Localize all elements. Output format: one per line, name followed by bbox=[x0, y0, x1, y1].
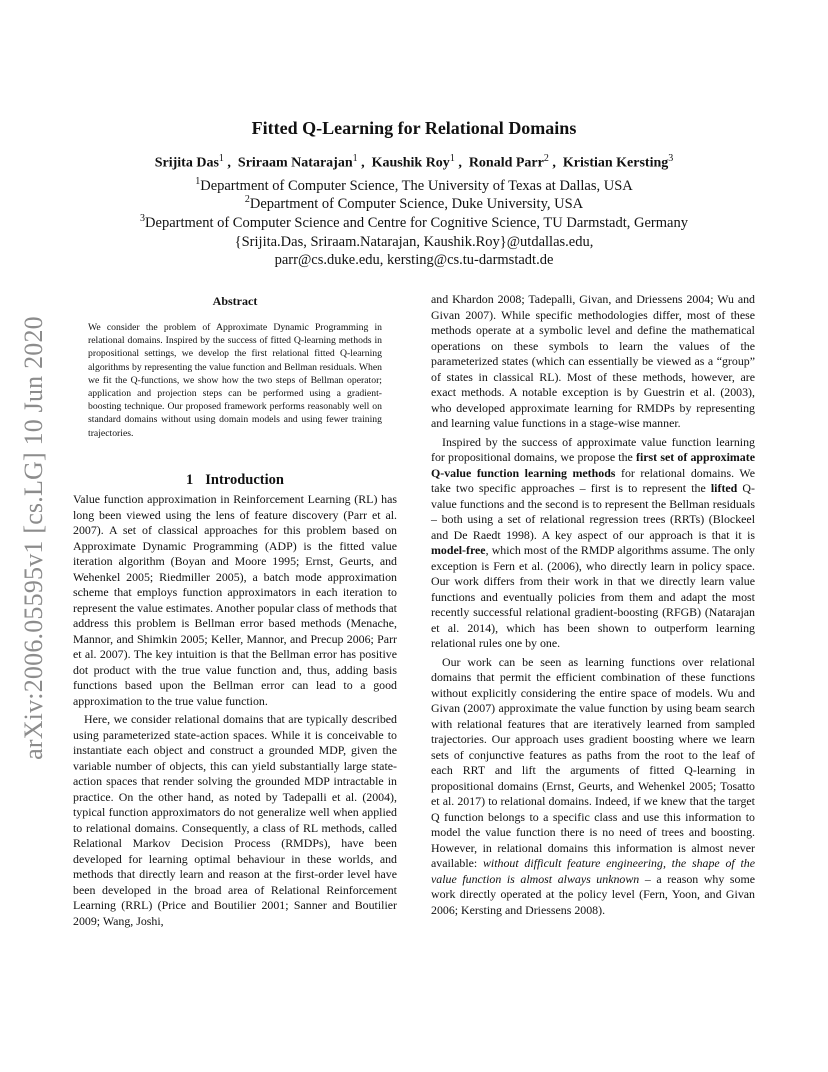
author-name: Srijita Das bbox=[154, 155, 219, 171]
bold-run: lifted bbox=[710, 481, 738, 495]
body-paragraph: Value function approximation in Reinforcement Learning (RL) has long been viewed using the lens of feature discovery (Parr et al. 2007). A set of classical approaches for this problem based on Approximate Dynamic Programming (ADP) is the fitted value iteration algorithm (Boyan and Moore 1995; Ernst, Geurts, and Wehenkel 2005; Riedmiller 2005), a batch mode approximation scheme that employs function approximators in each iteration to represent the value estimates. Another popular class of methods that address this problem is Bellman error based methods (Menache, Mannor, and Shimkin 2005; Keller, Mannor, and Precup 2006; Parr et al. 2007). The key intuition is that the Bellman error has positive dot product with the true value function and, thus, adding basis functions based upon the Bellman error can lead to a good approximation to the true value function. bbox=[73, 492, 397, 708]
author-affiliation-mark: 1 bbox=[449, 153, 455, 164]
italic-run: without difficult feature engineering, the shape of the value function is almost always unknown bbox=[431, 856, 755, 886]
left-column bbox=[73, 492, 397, 932]
paper-title: Fitted Q-Learning for Relational Domains bbox=[251, 118, 577, 138]
text-run: Q-value functions and the second is to represent the Bellman residuals – both using a set of relational regression trees (RRTs) (Blockeel and De Raedt 1998). A key aspect of our approach is that it is bbox=[431, 481, 755, 542]
text-run: Our work can be seen as learning functions over relational domains that permit the efficient combination of these functions without explicitly considering the entire space of models. Wu and Givan (2007) approximate the value function by using beam search with relational features that are iteratively learned from sampled trajectories. Our approach uses gradient boosting where we learn sets of conjunctive features as paths from the root to the leaf of each RRT and lift the arguments of fitted Q-learning in propositional domains (Ernst, Geurts, and Wehenkel 2005; Tosatto et al. 2017) to relational domains. Indeed, if we knew that the target Q function belongs to a specific class and use this information to model the value function there is no need of trees and boosting. However, in relational domains this information is almost never available: bbox=[431, 654, 755, 870]
author-name: Kaushik Roy bbox=[371, 155, 450, 171]
affiliation-line bbox=[0, 213, 828, 232]
abstract-heading: Abstract bbox=[212, 294, 258, 308]
section-heading bbox=[73, 472, 397, 489]
body-paragraph bbox=[431, 435, 755, 652]
author-affiliation-mark: 1 bbox=[352, 153, 358, 164]
bold-run: first set of approximate Q-value function learning methods bbox=[431, 450, 755, 480]
affiliation-number: 3 bbox=[140, 213, 146, 224]
author-list: Srijita Das$^1$ , Sriraam Natarajan$^1$ , Kaushik Roy$^1$ , Ronald Parr$^2$ , Kristian Kersting$^3$ bbox=[154, 153, 674, 171]
arxiv-identifier: arXiv:2006.05595v1 [cs.LG] 10 Jun 2020 bbox=[19, 316, 48, 760]
affiliation-text: Department of Computer Science, The University of Texas at Dallas, USA bbox=[200, 177, 633, 194]
abstract-text: We consider the problem of Approximate Dynamic Programming in relational domains. Inspired by the success of fitted Q-learning methods in propositional settings, we develop the first relational fitted Q-learning algorithms by representing the value function and Bellman residuals. When we fit the Q-functions, we show how the two steps of Bellman operator; application and projection steps can be performed using a gradient-boosting technique. Our proposed framework performs reasonably well on standard domains without using domain models and using fewer training trajectories. bbox=[88, 322, 382, 439]
text-run: for relational domains. We take two specific approaches – first is to represent the bbox=[431, 465, 755, 495]
body-paragraph bbox=[431, 655, 755, 919]
author-affiliation-mark: 2 bbox=[543, 153, 549, 164]
arxiv-sidebar bbox=[12, 288, 56, 788]
email-line: {Srijita.Das, Sriraam.Natarajan, Kaushik.Roy}@utdallas.edu, bbox=[234, 234, 594, 250]
email-line: parr@cs.duke.edu, kersting@cs.tu-darmstadt.de bbox=[274, 252, 554, 268]
affiliation-number: 1 bbox=[195, 176, 201, 187]
affiliation-number: 2 bbox=[244, 194, 250, 205]
author-name: Ronald Parr bbox=[468, 155, 544, 171]
author-affiliation-mark: 3 bbox=[668, 153, 674, 164]
body-paragraph: and Khardon 2008; Tadepalli, Givan, and Driessens 2004; Wu and Givan 2007). While specific methodologies differ, most of these methods operate at a symbolic level and define the mathematical operations on these symbols to learn the values of the parameterized states (which can essentially be viewed as a “group” of states in classical RL). Most of these methods, however, are exact methods. A notable exception is by Guestrin et al. (2003), who developed approximate learning for RMDPs by representing and learning value functions in a stage-wise manner. bbox=[431, 292, 755, 430]
author-name: Kristian Kersting bbox=[562, 155, 669, 171]
text-run: , which most of the RMDP algorithms assume. The only exception is Fern et al. (2006), who directly learn in policy space. Our work differs from their work in that we directly learn value functions and eventually policies from them and adapt the most recently successful relational gradient-boosting (RFGB) (Natarajan et al. 2014), which has been shown to outperform learning relational rules one by one. bbox=[431, 543, 755, 650]
author-affiliation-mark: 1 bbox=[218, 153, 224, 164]
bold-run: model-free bbox=[431, 543, 486, 557]
section-number: 1 bbox=[186, 472, 194, 488]
affiliation-text: Department of Computer Science and Centre for Cognitive Science, TU Darmstadt, Germany bbox=[145, 214, 688, 231]
affiliation-text: Department of Computer Science, Duke University, USA bbox=[249, 195, 584, 212]
body-paragraph: Here, we consider relational domains that are typically described using parameterized state-action spaces. While it is conceivable to instantiate each object and construct a grounded MDP, given the variable number of objects, this can yield substantially large state-action spaces that render solving the grounded MDP intractable in practice. On the other hand, as noted by Tadepalli et al. (2004), typical function approximators do not generalize well when applied to relational domains. Consequently, a class of RL methods, called Relational Markov Decision Process (RMDPs), have been developed for learning optimal behaviour in these worlds, and methods that directly learn and reason at the first-order level have been developed in the broad area of Relational Reinforcement Learning (RRL) (Price and Boutilier 2001; Sanner and Boutilier 2009; Wang, Joshi, bbox=[73, 712, 397, 928]
right-column bbox=[431, 292, 755, 921]
section-title: Introduction bbox=[205, 472, 284, 488]
author-name: Sriraam Natarajan bbox=[237, 155, 353, 171]
text-run: Inspired by the success of approximate value function learning for propositional domains, we propose the bbox=[431, 434, 755, 464]
affiliation-line bbox=[0, 176, 828, 195]
text-run: – a reason why some work directly operated at the policy level (Fern, Yoon, and Givan 2006; Kersting and Driessens 2008). bbox=[431, 871, 755, 917]
affiliation-line bbox=[0, 194, 828, 213]
